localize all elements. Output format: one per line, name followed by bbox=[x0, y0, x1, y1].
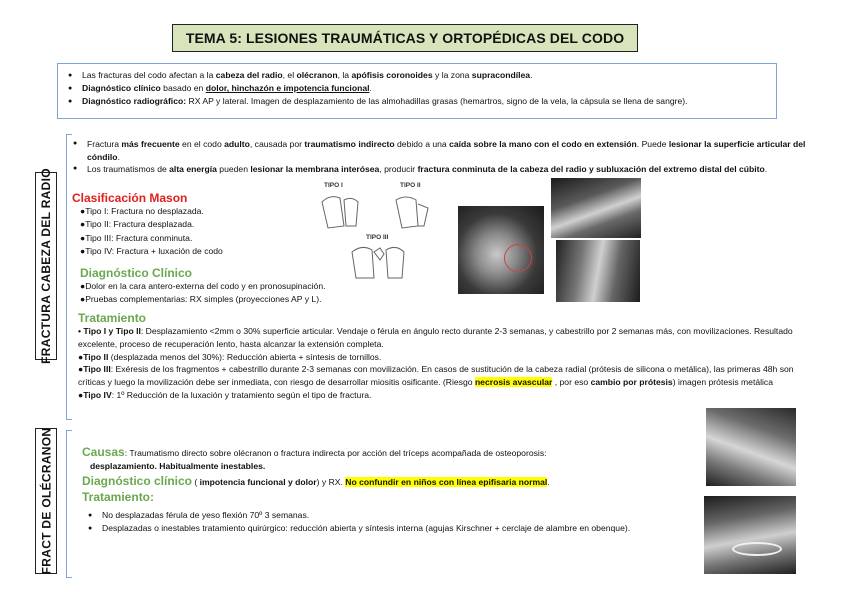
side-label-radio: FRACTURA CABEZA DEL RADIO bbox=[35, 172, 57, 360]
cerclage-wire bbox=[732, 542, 782, 556]
radio-diagnosis-item: ●Pruebas complementarias: RX simples (proyecciones AP y L). bbox=[80, 294, 322, 305]
olecranon-causes: Causas: Traumatismo directo sobre olécranon o fractura indirecta por acción del tríceps acompañada de osteoporosis: bbox=[82, 445, 547, 459]
intro-summary-box bbox=[57, 63, 777, 119]
mason-item: ●Tipo II: Fractura desplazada. bbox=[80, 219, 195, 230]
treatment-tipo-2: ●Tipo II (desplazada menos del 30%): Reducción abierta + síntesis de tornillos. bbox=[78, 351, 382, 362]
olecranon-section bbox=[82, 446, 682, 535]
diagram-label-tipo-2: TIPO II bbox=[400, 182, 421, 189]
olecranon-treatment-heading: Tratamiento: bbox=[82, 490, 155, 505]
radio-diagnosis-item: ●Dolor en la cara antero-externa del codo y en pronosupinación. bbox=[80, 281, 326, 291]
xray-olecranon-fixation bbox=[704, 496, 796, 574]
bone-sketches bbox=[318, 182, 442, 284]
olecranon-treatment-item: ● No desplazadas férula de yeso flexión 70º 3 semanas. bbox=[88, 509, 678, 522]
radio-bullet-2: ● Los traumatismos de alta energía pueden lesionar la membrana interósea, producir fractura conminuta de la cabeza del radio y subluxación del extremo distal del cúbito. bbox=[73, 163, 813, 176]
radio-diagnosis bbox=[80, 266, 326, 307]
xray-radial-head-fracture bbox=[458, 206, 544, 294]
mason-item: ●Tipo III: Fractura conminuta. bbox=[80, 232, 193, 243]
side-label-olecranon: FRACT DE OLÉCRANON bbox=[35, 428, 57, 574]
fracture-highlight-circle bbox=[504, 244, 532, 272]
section-bracket-olecranon bbox=[66, 430, 72, 578]
xray-olecranon-fracture bbox=[706, 408, 796, 486]
olecranon-treatment-item: ● Desplazadas o inestables tratamiento quirúrgico: reducción abierta y síntesis interna (agujas Kirschner + cerclaje de alambre en obenque). bbox=[88, 522, 678, 535]
section-bracket-radio bbox=[66, 134, 72, 420]
radio-diagnosis-heading: Diagnóstico Clínico bbox=[80, 266, 193, 280]
diagram-label-tipo-3: TIPO III bbox=[366, 234, 389, 241]
treatment-tipo-3: ●Tipo III: Exéresis de los fragmentos + cabestrillo durante 2-3 semanas con movilización. En casos de sustitución de la cabeza radial (prótesis de silicona o metálica), las primeras 48h son críticas y luego la movilización debe ser inmediata, con riesgo de desarrollar miositis osificante. (Riesgo necrosis avascular , por eso cambio por prótesis) imagen prótesis metálica bbox=[78, 364, 794, 388]
mason-classification bbox=[72, 191, 223, 258]
diagram-label-tipo-1: TIPO I bbox=[324, 182, 343, 189]
olecranon-causes-detail: desplazamiento. Habitualmente inestables. bbox=[90, 460, 266, 471]
olecranon-diagnosis: Diagnóstico clínico ( impotencia funcional y dolor) y RX. No confundir en niños con línea epifisaria normal. bbox=[82, 473, 550, 488]
page-title: TEMA 5: LESIONES TRAUMÁTICAS Y ORTOPÉDICAS DEL CODO bbox=[172, 24, 638, 52]
treatment-tipo-4: ●Tipo IV: 1º Reducción de la luxación y tratamiento según el tipo de fractura. bbox=[78, 389, 372, 400]
xray-radial-prosthesis bbox=[556, 240, 640, 302]
treatment-tipo-1-2: • Tipo I y Tipo II: Desplazamiento <2mm o 30% superficie articular. Vendaje o férula en ángulo recto durante 2-3 semanas, y cabestrillo por 2 semanas más, con movilizaciones. Resultado excelente, proceso de recuperación lento, hasta alcanzar la extensión completa. bbox=[78, 326, 793, 349]
mason-item: ●Tipo IV: Fractura + luxación de codo bbox=[80, 245, 223, 256]
radio-treatment-heading: Tratamiento bbox=[78, 311, 147, 325]
xray-elbow-lateral bbox=[551, 178, 641, 238]
mason-diagram bbox=[318, 182, 442, 284]
radio-treatment bbox=[78, 311, 813, 402]
mason-item: ●Tipo I: Fractura no desplazada. bbox=[80, 206, 204, 216]
intro-bullet-3: ● Diagnóstico radiográfico: RX AP y lateral. Imagen de desplazamiento de las almohadillas grasas (hemartros, signo de la vela, la cápsula se llena de sangre). bbox=[68, 95, 768, 108]
radio-bullet-1: ● Fractura más frecuente en el codo adulto, causada por traumatismo indirecto debido a una caída sobre la mano con el codo en extensión. Puede lesionar la superficie articular del cóndilo. bbox=[73, 138, 813, 163]
intro-bullet-2: ● Diagnóstico clínico basado en dolor, hinchazón e impotencia funcional. bbox=[68, 82, 768, 95]
olecranon-treatment-list bbox=[88, 509, 678, 535]
intro-bullet-1: ● Las fracturas del codo afectan a la cabeza del radio, el olécranon, la apófisis coronoides y la zona supracondílea. bbox=[68, 69, 768, 82]
mason-heading: Clasificación Mason bbox=[72, 191, 188, 205]
radio-intro bbox=[73, 138, 813, 176]
